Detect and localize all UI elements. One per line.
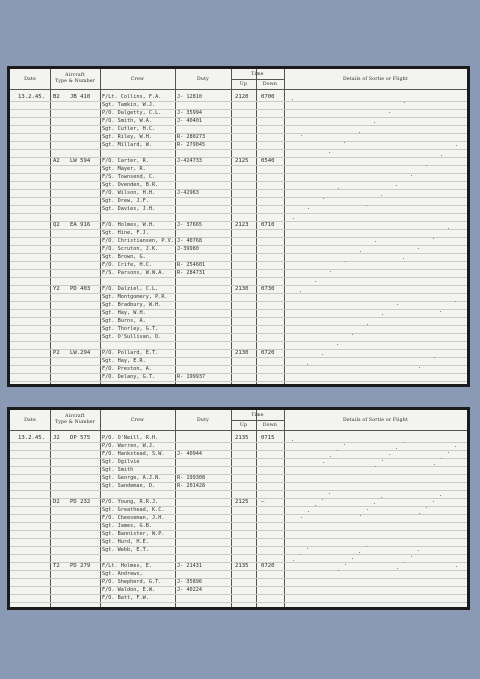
- scan-speck: [352, 334, 353, 335]
- header-details: Details of Sortie or Flight: [343, 77, 408, 82]
- ruled-line: [10, 365, 467, 366]
- ruled-line: [10, 546, 467, 547]
- header-date: Date: [24, 418, 36, 423]
- aircraft-code: Q2: [53, 222, 60, 228]
- scan-speck: [381, 497, 382, 498]
- crew-member-number: J- 40768: [177, 238, 202, 244]
- time-subheader-divider: [231, 420, 284, 421]
- time-up: 2130: [235, 286, 249, 292]
- ruled-line: [10, 165, 467, 166]
- time-down: 0710: [261, 222, 275, 228]
- scan-speck: [441, 155, 442, 156]
- scan-speck: [300, 291, 301, 292]
- crew-member-number: R- 279045: [177, 142, 206, 148]
- ruled-line: [10, 514, 467, 515]
- scan-speck: [448, 452, 449, 453]
- ruled-line: [10, 277, 467, 278]
- crew-member-name: F/O. Dalziel, C.L.: [102, 286, 159, 292]
- crew-member-name: Sgt. Hurd, H.E.: [102, 539, 149, 545]
- crew-member-name: F/O. Batt, F.W.: [102, 595, 149, 601]
- scan-speck: [397, 304, 398, 305]
- header-divider: [10, 89, 467, 90]
- scan-speck: [433, 238, 434, 239]
- crew-member-name: Sgt. Tamkin, W.J.: [102, 102, 156, 108]
- scan-speck: [360, 251, 361, 252]
- crew-member-name: P/O. Pollard, E.T.: [102, 350, 159, 356]
- header-time: Time: [251, 413, 264, 418]
- crew-member-name: F/Lt. Collins, F.A.: [102, 94, 162, 100]
- scan-speck: [434, 464, 435, 465]
- scan-speck: [382, 314, 383, 315]
- scan-speck: [440, 495, 441, 496]
- crew-member-name: F/O. Carter, R.: [102, 158, 149, 164]
- scan-speck: [301, 135, 302, 136]
- aircraft-code: Y2: [53, 286, 60, 292]
- header-aircraft-sub: Type & Number: [54, 79, 96, 84]
- header-crew: Crew: [130, 418, 145, 423]
- header-time-down: Down: [262, 82, 278, 87]
- crew-member-name: Sgt. James, G.B.: [102, 523, 152, 529]
- crew-member-number: J- 21431: [177, 563, 202, 569]
- crew-member-name: F/O. Delany, G.T.: [102, 374, 156, 380]
- scan-speck: [293, 560, 294, 561]
- ruled-line: [10, 173, 467, 174]
- crew-member-name: Sgt. Davies, J.H.: [102, 206, 156, 212]
- crew-member-name: F/O. Smith, W.A.: [102, 118, 152, 124]
- header-time-up: Up: [239, 82, 248, 87]
- crew-member-number: J- 37665: [177, 222, 202, 228]
- time-subheader-divider: [231, 79, 284, 80]
- crew-member-name: F/O. Waldon, E.W.: [102, 587, 156, 593]
- scan-speck: [396, 448, 397, 449]
- aircraft-code: T2: [53, 563, 60, 569]
- crew-member-name: F/Lt. Holmes, E.: [102, 563, 152, 569]
- scan-speck: [374, 122, 375, 123]
- scan-speck: [426, 165, 427, 166]
- scan-speck: [440, 311, 441, 312]
- scan-speck: [359, 552, 360, 553]
- scan-speck: [426, 507, 427, 508]
- scan-speck: [366, 546, 367, 547]
- scan-speck: [419, 513, 420, 514]
- scan-speck: [293, 218, 294, 219]
- scan-speck: [411, 175, 412, 176]
- scan-speck: [344, 444, 345, 445]
- scan-speck: [330, 271, 331, 272]
- aircraft-number: PD 232: [70, 499, 91, 505]
- aircraft-code: D2: [53, 499, 60, 505]
- header-time-up: Up: [239, 423, 248, 428]
- ruled-line: [10, 373, 467, 374]
- crew-member-name: F/S. Townsend, C.: [102, 174, 156, 180]
- ruled-line: [10, 253, 467, 254]
- scan-speck: [403, 442, 404, 443]
- crew-member-name: Sgt. Greathead, K.C.: [102, 507, 165, 513]
- scan-speck: [352, 558, 353, 559]
- entry-date: 13.2.45.: [18, 435, 45, 441]
- scan-speck: [375, 241, 376, 242]
- aircraft-number: JB 410: [70, 94, 91, 100]
- scan-speck: [374, 503, 375, 504]
- scan-speck: [396, 185, 397, 186]
- time-up: 2120: [235, 94, 249, 100]
- ruled-line: [10, 141, 467, 142]
- crew-member-name: Sgt. Montgomery, P.R.: [102, 294, 168, 300]
- ruled-line: [10, 117, 467, 118]
- scan-speck: [315, 281, 316, 282]
- crew-member-name: Sgt. Bradbury, W.H.: [102, 302, 162, 308]
- scan-speck: [455, 301, 456, 302]
- crew-member-name: Sgt. Andrews,: [102, 571, 143, 577]
- crew-member-name: Sgt. O'Sullivan, D.: [102, 334, 162, 340]
- ruled-line: [10, 237, 467, 238]
- crew-member-name: P/O. Young, R.R.J.: [102, 499, 159, 505]
- crew-member-number: J- 40401: [177, 118, 202, 124]
- crew-member-number: R- 280273: [177, 134, 206, 140]
- crew-member-name: Sgt. Ovenden, B.R.: [102, 182, 159, 188]
- header-time-down: Down: [262, 423, 278, 428]
- time-up: 2130: [235, 350, 249, 356]
- ruled-line: [10, 197, 467, 198]
- ruled-line: [10, 261, 467, 262]
- crew-member-number: J-39980: [177, 246, 199, 252]
- scan-speck: [367, 509, 368, 510]
- aircraft-code: A2: [53, 158, 60, 164]
- aircraft-code: J2: [53, 435, 60, 441]
- ruled-line: [10, 149, 467, 150]
- crew-member-name: F/O. Hankstead, S.W.: [102, 451, 165, 457]
- scan-speck: [418, 550, 419, 551]
- crew-member-number: J- 35896: [177, 579, 202, 585]
- ruled-line: [10, 317, 467, 318]
- ruled-line: [10, 450, 467, 451]
- crew-member-name: P/O. O'Neill, R.H.: [102, 435, 159, 441]
- scan-speck: [419, 367, 420, 368]
- header-crew: Crew: [130, 77, 145, 82]
- scan-speck: [434, 357, 435, 358]
- scan-speck: [307, 364, 308, 365]
- ruled-line: [10, 325, 467, 326]
- log-sheet-upper: [7, 66, 470, 387]
- ruled-line: [10, 341, 467, 342]
- aircraft-number: LW 594: [70, 158, 91, 164]
- scan-speck: [330, 456, 331, 457]
- header-aircraft-sub: Type & Number: [54, 420, 96, 425]
- aircraft-number: LW.294: [70, 350, 91, 356]
- ruled-line: [10, 333, 467, 334]
- crew-member-name: Sgt. Sandeman, D.: [102, 483, 156, 489]
- crew-member-number: J- 35994: [177, 110, 202, 116]
- ruled-line: [10, 594, 467, 595]
- crew-member-name: P/O. Warren, W.J.: [102, 443, 156, 449]
- header-time: Time: [251, 72, 264, 77]
- ruled-line: [10, 293, 467, 294]
- scan-speck: [397, 568, 398, 569]
- ruled-line: [10, 602, 467, 603]
- scan-speck: [292, 440, 293, 441]
- aircraft-number: PD 279: [70, 563, 91, 569]
- header-duty: Duty: [197, 77, 209, 82]
- ruled-line: [10, 466, 467, 467]
- scan-speck: [456, 566, 457, 567]
- crew-member-number: J- 40944: [177, 451, 202, 457]
- scan-speck: [411, 556, 412, 557]
- ruled-line: [10, 101, 467, 102]
- crew-member-name: Sgt. Millard, W.: [102, 142, 152, 148]
- crew-member-number: R- 199937: [177, 374, 206, 380]
- aircraft-code: P2: [53, 350, 60, 356]
- crew-member-number: J- 12810: [177, 94, 202, 100]
- crew-member-name: P/O. Shepherd, G.T.: [102, 579, 162, 585]
- scan-speck: [360, 515, 361, 516]
- header-divider: [10, 430, 467, 431]
- scan-speck: [300, 554, 301, 555]
- scan-speck: [329, 152, 330, 153]
- scan-speck: [441, 458, 442, 459]
- crew-member-name: Sgt. Burns, A.: [102, 318, 146, 324]
- ruled-line: [10, 538, 467, 539]
- ruled-line: [10, 189, 467, 190]
- ruled-line: [10, 474, 467, 475]
- scan-speck: [389, 454, 390, 455]
- scan-speck: [338, 570, 339, 571]
- scan-speck: [345, 261, 346, 262]
- aircraft-number: DP 575: [70, 435, 91, 441]
- scan-speck: [329, 493, 330, 494]
- crew-member-name: F/O. Holmes, W.H.: [102, 222, 156, 228]
- ruled-line: [10, 125, 467, 126]
- ruled-line: [10, 570, 467, 571]
- crew-member-name: F/S. Parsons, W.W.A.: [102, 270, 165, 276]
- scan-speck: [301, 517, 302, 518]
- scan-speck: [433, 501, 434, 502]
- crew-member-number: R- 284731: [177, 270, 206, 276]
- aircraft-number: PD 403: [70, 286, 91, 292]
- scan-speck: [366, 205, 367, 206]
- scan-speck: [367, 324, 368, 325]
- scan-speck: [404, 562, 405, 563]
- ruled-line: [10, 578, 467, 579]
- scan-speck: [338, 188, 339, 189]
- crew-member-number: J-42963: [177, 190, 199, 196]
- header-details: Details of Sortie or Flight: [343, 418, 408, 423]
- time-up: 2125: [235, 158, 249, 164]
- ruled-line: [10, 506, 467, 507]
- time-down: 0540: [261, 158, 275, 164]
- crew-member-number: J-424733: [177, 158, 202, 164]
- scan-speck: [448, 228, 449, 229]
- crew-member-name: Sgt. Smith: [102, 467, 134, 473]
- crew-member-name: F/O. Christiansen, P.V.: [102, 238, 174, 244]
- scan-speck: [382, 460, 383, 461]
- time-up: 2123: [235, 222, 249, 228]
- ruled-line: [10, 442, 467, 443]
- ruled-line: [10, 490, 467, 491]
- time-down: 0730: [261, 286, 275, 292]
- time-down: 0700: [261, 94, 275, 100]
- time-up: 2135: [235, 563, 249, 569]
- scan-speck: [381, 195, 382, 196]
- scan-speck: [456, 145, 457, 146]
- time-up: 2125: [235, 499, 249, 505]
- crew-member-name: F/O. Preston, A.: [102, 366, 152, 372]
- crew-member-name: Sgt. Riley, W.H.: [102, 134, 152, 140]
- scan-speck: [455, 446, 456, 447]
- crew-member-name: P/O. Dalgetty, C.L.: [102, 110, 162, 116]
- ruled-line: [10, 522, 467, 523]
- ruled-line: [10, 205, 467, 206]
- ruled-line: [10, 269, 467, 270]
- scan-speck: [337, 450, 338, 451]
- ruled-line: [10, 109, 467, 110]
- scan-speck: [344, 142, 345, 143]
- scan-speck: [307, 548, 308, 549]
- ruled-line: [10, 482, 467, 483]
- crew-member-number: J- 40224: [177, 587, 202, 593]
- scan-speck: [375, 466, 376, 467]
- time-up: 2135: [235, 435, 249, 441]
- ruled-line: [10, 245, 467, 246]
- aircraft-code: B2: [53, 94, 60, 100]
- scan-speck: [389, 112, 390, 113]
- scan-speck: [404, 102, 405, 103]
- scan-speck: [359, 132, 360, 133]
- crew-member-name: F/O. Scruton, J.K.: [102, 246, 159, 252]
- crew-member-name: Sgt. Hay, W.H.: [102, 310, 146, 316]
- time-down: 0715: [261, 435, 275, 441]
- ruled-line: [10, 229, 467, 230]
- header-aircraft: Aircraft: [65, 73, 85, 78]
- header-aircraft: Aircraft: [65, 414, 85, 419]
- crew-member-name: Sgt. Mayer, R.: [102, 166, 146, 172]
- crew-member-name: Sgt. Hine, F.J.: [102, 230, 149, 236]
- crew-member-name: Sgt. Ogilvie: [102, 459, 140, 465]
- log-sheet-lower: [7, 407, 470, 610]
- time-down: 0720: [261, 350, 275, 356]
- crew-member-name: Sgt. Hay, E.R.: [102, 358, 146, 364]
- ruled-line: [10, 530, 467, 531]
- scan-speck: [315, 505, 316, 506]
- ruled-line: [10, 357, 467, 358]
- aircraft-number: EA 916: [70, 222, 91, 228]
- header-date: Date: [24, 77, 36, 82]
- ruled-line: [10, 381, 467, 382]
- crew-member-name: Sgt. Bannister, W.P.: [102, 531, 165, 537]
- scan-speck: [418, 248, 419, 249]
- crew-member-name: Sgt. Thorley, G.T.: [102, 326, 159, 332]
- scan-speck: [308, 208, 309, 209]
- scan-speck: [337, 344, 338, 345]
- ruled-line: [10, 213, 467, 214]
- ruled-line: [10, 301, 467, 302]
- crew-member-name: Sgt. Webb, E.T.: [102, 547, 149, 553]
- crew-member-name: Sgt. Cutler, H.C.: [102, 126, 156, 132]
- entry-date: 13.2.45.: [18, 94, 45, 100]
- crew-member-name: Sgt. Drew, J.F.: [102, 198, 149, 204]
- ruled-line: [10, 554, 467, 555]
- crew-member-number: R- 199308: [177, 475, 206, 481]
- scan-speck: [308, 511, 309, 512]
- crew-member-name: Sgt. George, A.J.N.: [102, 475, 162, 481]
- scan-speck: [323, 462, 324, 463]
- ruled-line: [10, 586, 467, 587]
- crew-member-name: F/O. Crife, H.C.: [102, 262, 152, 268]
- scan-speck: [322, 354, 323, 355]
- header-duty: Duty: [197, 418, 209, 423]
- scan-speck: [345, 564, 346, 565]
- time-down: —: [261, 499, 265, 505]
- crew-member-number: R- 254601: [177, 262, 206, 268]
- scan-speck: [403, 258, 404, 259]
- scan-speck: [323, 198, 324, 199]
- scan-speck: [322, 499, 323, 500]
- crew-member-number: R- 201428: [177, 483, 206, 489]
- ruled-line: [10, 133, 467, 134]
- ruled-line: [10, 458, 467, 459]
- ruled-line: [10, 181, 467, 182]
- time-down: 0720: [261, 563, 275, 569]
- crew-member-name: F/O. Cheeseman, J.H.: [102, 515, 165, 521]
- scan-speck: [292, 99, 293, 100]
- ruled-line: [10, 309, 467, 310]
- crew-member-name: F/O. Wilson, H.H.: [102, 190, 156, 196]
- crew-member-name: Sgt. Brown, G.: [102, 254, 146, 260]
